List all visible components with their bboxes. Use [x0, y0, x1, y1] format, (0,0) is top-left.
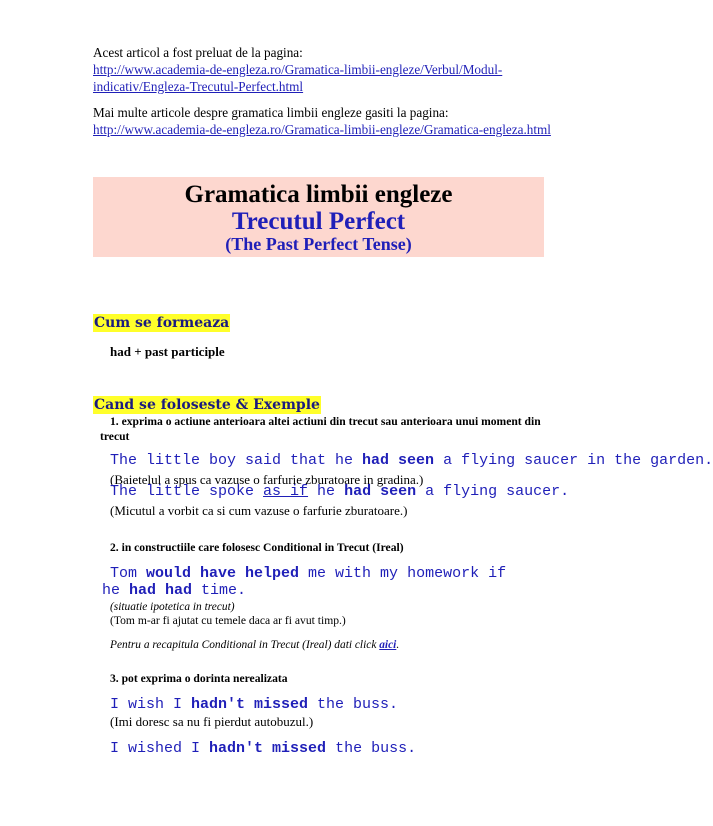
point1-text-cont: trecut — [100, 430, 130, 443]
point1-text: 1. exprima o actiune anterioara altei actiuni din trecut sau anterioara unui moment din — [110, 415, 541, 428]
example-3-cont: he had had time. — [102, 582, 247, 599]
title-english: (The Past Perfect Tense) — [225, 234, 412, 254]
title-main: Gramatica limbii engleze — [184, 181, 453, 208]
example-4: I wish I hadn't missed the buss. — [110, 696, 399, 713]
example-2: The little spoke as if he had seen a flying saucer. — [110, 483, 570, 500]
source-intro-label: Acest articol a fost preluat de la pagina: — [93, 45, 303, 60]
source-article-link-cont[interactable]: indicativ/Engleza-Trecutul-Perfect.html — [93, 79, 304, 94]
example-3-translation: (Tom m-ar fi ajutat cu temele daca ar fi avut timp.) — [110, 614, 346, 627]
source-article-link[interactable]: http://www.academia-de-engleza.ro/Gramatica-limbii-engleze/Verbul/Modul- — [93, 62, 503, 77]
recap-link[interactable]: aici — [379, 639, 397, 651]
example-1: The little boy said that he had seen a flying saucer in the garden. — [110, 452, 713, 469]
example-4-translation: (Imi doresc sa nu fi pierdut autobuzul.) — [110, 714, 314, 729]
example-3-note: (situatie ipotetica in trecut) — [110, 601, 235, 613]
point2-text: 2. in constructiile care folosesc Conditional in Trecut (Ireal) — [110, 541, 404, 554]
example-1-translation: (Baietelul a spus ca vazuse o farfurie zburatoare in gradina.) — [110, 472, 424, 487]
title-banner — [93, 177, 544, 257]
section-heading-usage: Cand se foloseste & Exemple — [94, 397, 320, 413]
more-articles-link[interactable]: http://www.academia-de-engleza.ro/Gramatica-limbii-engleze/Gramatica-engleza.html — [93, 122, 551, 137]
example-2-translation: (Micutul a vorbit ca si cum vazuse o farfurie zburatoare.) — [110, 503, 408, 518]
section-heading-form: Cum se formeaza — [94, 315, 230, 331]
example-3: Tom would have helped me with my homework if — [110, 565, 507, 582]
example-5: I wished I hadn't missed the buss. — [110, 740, 417, 757]
point3-text: 3. pot exprima o dorinta nerealizata — [110, 672, 288, 685]
formula-text: had + past participle — [110, 344, 225, 359]
title-topic: Trecutul Perfect — [231, 208, 406, 235]
recap-line: Pentru a recapitula Conditional in Trecut (Ireal) dati click aici. — [110, 639, 400, 651]
more-articles-label: Mai multe articole despre gramatica limbii engleze gasiti la pagina: — [93, 105, 449, 120]
